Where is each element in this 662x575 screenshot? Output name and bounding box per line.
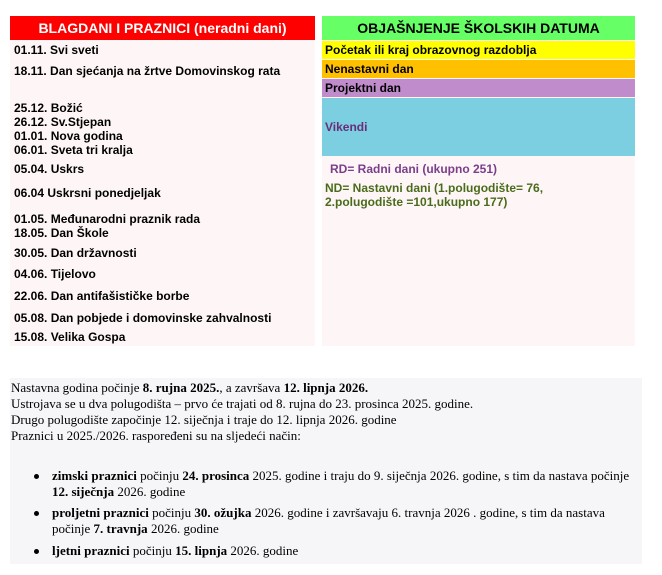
holidays-header: BLAGDANI I PRAZNICI (neradni dani): [10, 16, 315, 40]
legend-label: Projektni dan: [325, 81, 402, 95]
text: Nastavna godina počinje: [11, 380, 143, 395]
summer-break-item: [34, 543, 634, 559]
school-year-start-end: [11, 380, 368, 396]
end-date: 12. lipnja 2026.: [283, 380, 369, 395]
second-semester-info: Drugo polugodište započinje 12. siječnja i traje do 12. lipnja 2026. godine: [11, 412, 397, 427]
holiday-row: 06.04 Uskrsni ponedjeljak: [14, 186, 161, 200]
legend-weekends: [322, 98, 635, 156]
holiday-row: 22.06. Dan antifašističke borbe: [14, 289, 190, 303]
legend-table: [322, 16, 635, 346]
holiday-row: 30.05. Dan državnosti: [14, 246, 137, 260]
holiday-row: 04.06. Tijelovo: [14, 267, 96, 281]
teaching-days-count: [325, 181, 625, 209]
winter-break-item: [34, 468, 634, 500]
bullet-icon: [34, 474, 39, 479]
legend-project-day: [322, 79, 635, 97]
legend-header: OBJAŠNJENJE ŠKOLSKIH DATUMA: [322, 16, 635, 40]
holiday-row: 05.08. Dan pobjede i domovinske zahvalnosti: [14, 311, 272, 325]
holiday-row: 01.05. Međunarodni praznik rada: [14, 212, 201, 226]
legend-education-period: [322, 41, 635, 59]
text: 2026. godine: [147, 521, 219, 536]
text: 2026. godine: [114, 484, 186, 499]
break-start: 15. lipnja: [175, 543, 228, 558]
holiday-row: 01.11. Svi sveti: [14, 43, 99, 57]
legend-label: Vikendi: [325, 120, 368, 134]
bullet-icon: [34, 549, 39, 554]
holiday-row: 25.12. Božić: [14, 101, 83, 115]
break-name: zimski praznici: [52, 468, 137, 483]
holiday-row: 18.05. Dan Škole: [14, 226, 109, 240]
classes-resume: 7. travnja: [93, 521, 148, 536]
holiday-row: 05.04. Uskrs: [14, 162, 85, 176]
semesters-info: Ustrojava se u dva polugodišta – prvo će trajati od 8. rujna do 23. prosinca 2025. godine.: [11, 396, 474, 411]
break-start: 30. ožujka: [194, 505, 252, 520]
break-name: proljetni praznici: [52, 505, 149, 520]
holiday-row: 26.12. Sv.Stjepan: [14, 115, 112, 129]
teaching-days-line2: 2.polugodište =101,ukupno 177): [325, 195, 508, 209]
holiday-row: 15.08. Velika Gospa: [14, 330, 126, 344]
text: 2026. godine: [227, 543, 299, 558]
text: počinju: [136, 468, 183, 483]
working-days-count: RD= Radni dani (ukupno 251): [330, 162, 498, 176]
start-date: 8. rujna 2025.: [142, 380, 220, 395]
classes-resume: 12. siječnja: [52, 484, 115, 499]
holiday-row: 06.01. Sveta tri kralja: [14, 143, 133, 157]
holiday-row: 18.11. Dan sjećanja na žrtve Domovinskog rata: [14, 64, 281, 78]
breaks-intro: Praznici u 2025./2026. raspoređeni su na sljedeći način:: [11, 428, 301, 443]
legend-label: Nenastavni dan: [325, 62, 414, 76]
bullet-icon: [34, 511, 39, 516]
teaching-days-line1: ND= Nastavni dani (1.polugodište= 76,: [325, 181, 544, 195]
school-year-info: [10, 378, 642, 564]
text: 2026. godine i završavaju 6. travnja 2026 . godine, s tim da nastava počinje: [52, 505, 605, 536]
text: 2025. godine i traju do 9. siječnja 2026. godine, s tim da nastava počinje: [249, 468, 630, 483]
text: počinju: [129, 543, 176, 558]
legend-non-teaching-day: [322, 60, 635, 78]
legend-label: Početak ili kraj obrazovnog razdoblja: [325, 43, 537, 57]
text: , a završava: [219, 380, 284, 395]
spring-break-item: [34, 505, 634, 537]
break-name: ljetni praznici: [52, 543, 130, 558]
holidays-table: [10, 16, 315, 346]
break-start: 24. prosinca: [182, 468, 250, 483]
text: počinju: [148, 505, 195, 520]
holiday-row: 01.01. Nova godina: [14, 129, 123, 143]
